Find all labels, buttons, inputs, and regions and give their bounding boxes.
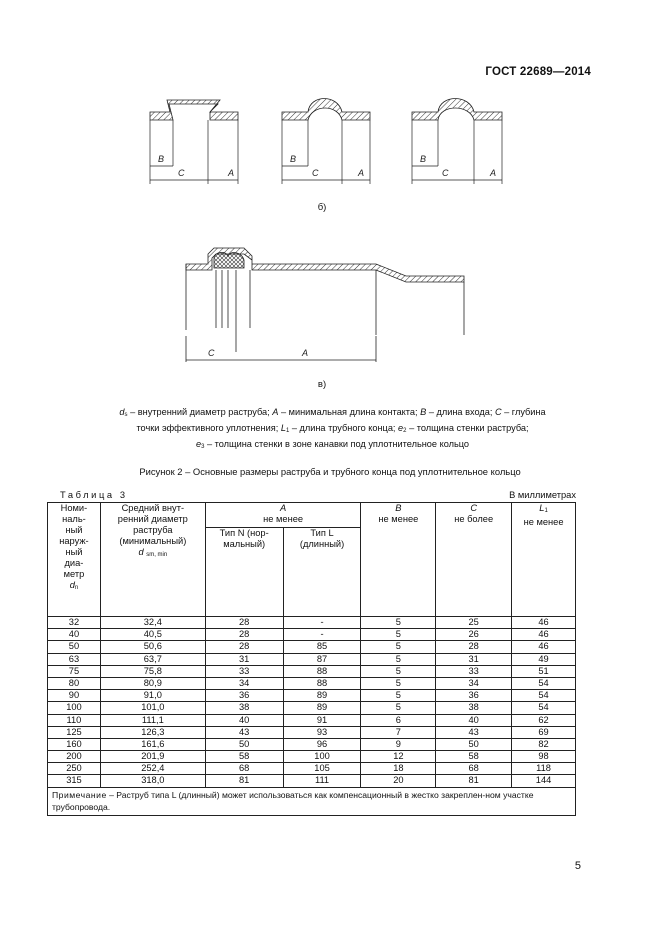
header-line: метр bbox=[63, 569, 85, 579]
table-cell: 40 bbox=[48, 629, 101, 641]
header-c bbox=[436, 503, 512, 617]
table-cell: 40,5 bbox=[100, 629, 205, 641]
table-cell: 63,7 bbox=[100, 653, 205, 665]
header-line: ный bbox=[65, 547, 83, 557]
note-text: – Раструб типа L (длинный) может использоваться как компенсационный в жестко закреплен-ном участке трубопровода. bbox=[52, 789, 534, 812]
header-subscript: n bbox=[74, 585, 79, 591]
table-cell: 100 bbox=[48, 702, 101, 714]
table-cell: 110 bbox=[48, 714, 101, 726]
table-cell: 38 bbox=[436, 702, 512, 714]
header-line: диа- bbox=[64, 558, 84, 568]
table-cell: 46 bbox=[512, 641, 576, 653]
legend-subscript: 2 bbox=[403, 428, 407, 434]
table-cell: 43 bbox=[205, 726, 283, 738]
table-cell: 58 bbox=[436, 751, 512, 763]
table-cell: 28 bbox=[205, 641, 283, 653]
dim-label-a: A bbox=[302, 348, 309, 358]
data-table bbox=[47, 502, 576, 816]
table-row bbox=[48, 714, 576, 726]
table-cell: 85 bbox=[283, 641, 361, 653]
table-row bbox=[48, 629, 576, 641]
table-cell: 43 bbox=[436, 726, 512, 738]
header-subscript: 1 bbox=[544, 508, 548, 514]
table-note bbox=[48, 787, 576, 815]
header-subscript: sm, min bbox=[146, 552, 168, 558]
table-row bbox=[48, 617, 576, 629]
legend-symbol-a: A bbox=[272, 407, 279, 417]
header-symbol: L bbox=[539, 503, 545, 513]
table-units: В миллиметрах bbox=[509, 490, 576, 500]
table-row bbox=[48, 775, 576, 787]
header-b bbox=[361, 503, 436, 617]
legend-symbol-b: B bbox=[420, 407, 427, 417]
table-cell: 68 bbox=[205, 763, 283, 775]
table-cell: 93 bbox=[283, 726, 361, 738]
dim-label-b: B bbox=[420, 154, 427, 164]
table-cell: 5 bbox=[361, 617, 436, 629]
table-cell: 5 bbox=[361, 702, 436, 714]
header-symbol: B bbox=[395, 503, 402, 513]
table-row bbox=[48, 763, 576, 775]
legend-text: – минимальная длина контакта; bbox=[278, 407, 421, 417]
table-cell: 31 bbox=[436, 653, 512, 665]
legend-text: – толщина стенки раструба; bbox=[406, 423, 529, 433]
header-line: Средний внут- bbox=[121, 503, 185, 513]
note-label: Примечание bbox=[52, 789, 107, 800]
table-cell: 25 bbox=[436, 617, 512, 629]
table-cell: 101,0 bbox=[100, 702, 205, 714]
legend-text: – толщина стенки в зоне канавки под уплотнительное кольцо bbox=[204, 439, 470, 449]
table-cell: 36 bbox=[436, 690, 512, 702]
header-symbol: C bbox=[470, 503, 478, 513]
table-cell: 6 bbox=[361, 714, 436, 726]
table-cell: 5 bbox=[361, 653, 436, 665]
table-cell: 36 bbox=[205, 690, 283, 702]
table-row bbox=[48, 738, 576, 750]
header-symbol: A bbox=[280, 503, 287, 513]
header-a-type-n bbox=[205, 528, 283, 617]
table-cell: 88 bbox=[283, 677, 361, 689]
table-row bbox=[48, 653, 576, 665]
table-cell: - bbox=[283, 617, 361, 629]
figure-label-b: б) bbox=[317, 202, 327, 213]
table-cell: 81 bbox=[205, 775, 283, 787]
header-l1 bbox=[512, 503, 576, 617]
table-cell: 33 bbox=[436, 665, 512, 677]
table-cell: 50,6 bbox=[100, 641, 205, 653]
header-line: не менее bbox=[378, 514, 419, 524]
table-cell: 40 bbox=[436, 714, 512, 726]
table-cell: 54 bbox=[512, 690, 576, 702]
table-cell: 18 bbox=[361, 763, 436, 775]
table-cell: 81 bbox=[436, 775, 512, 787]
table-cell: 38 bbox=[205, 702, 283, 714]
table-cell: 20 bbox=[361, 775, 436, 787]
header-line: не менее bbox=[523, 517, 564, 527]
dim-label-c: C bbox=[178, 168, 185, 178]
legend-subscript: 3 bbox=[201, 444, 205, 450]
header-line: мальный) bbox=[223, 539, 266, 549]
table-cell: 5 bbox=[361, 629, 436, 641]
header-line: наруж- bbox=[59, 536, 89, 546]
table-cell: 12 bbox=[361, 751, 436, 763]
table-row bbox=[48, 702, 576, 714]
table-cell: 200 bbox=[48, 751, 101, 763]
table-cell: 31 bbox=[205, 653, 283, 665]
table-cell: 58 bbox=[205, 751, 283, 763]
table-cell: 5 bbox=[361, 677, 436, 689]
table-cell: 91,0 bbox=[100, 690, 205, 702]
table-cell: 5 bbox=[361, 665, 436, 677]
table-cell: 68 bbox=[436, 763, 512, 775]
table-cell: 26 bbox=[436, 629, 512, 641]
header-symbol: d bbox=[138, 547, 144, 557]
dim-label-a: A bbox=[490, 168, 497, 178]
table-cell: 40 bbox=[205, 714, 283, 726]
table-cell: 46 bbox=[512, 629, 576, 641]
table-cell: 126,3 bbox=[100, 726, 205, 738]
legend-symbol-c: C bbox=[494, 407, 502, 417]
header-line: ный bbox=[65, 525, 83, 535]
table-cell: 88 bbox=[283, 665, 361, 677]
table-row bbox=[48, 690, 576, 702]
table-cell: 5 bbox=[361, 690, 436, 702]
table-cell: 54 bbox=[512, 702, 576, 714]
header-line: не менее bbox=[263, 514, 304, 524]
table-cell: 96 bbox=[283, 738, 361, 750]
table-cell: 51 bbox=[512, 665, 576, 677]
table-cell: 87 bbox=[283, 653, 361, 665]
table-cell: 111 bbox=[283, 775, 361, 787]
header-line: Тип L bbox=[310, 528, 334, 538]
table-title: Таблица 3 bbox=[60, 490, 128, 500]
table-cell: 34 bbox=[205, 677, 283, 689]
table-cell: 75 bbox=[48, 665, 101, 677]
table-cell: 90 bbox=[48, 690, 101, 702]
table-cell: 201,9 bbox=[100, 751, 205, 763]
table-cell: 32 bbox=[48, 617, 101, 629]
table-cell: 250 bbox=[48, 763, 101, 775]
header-line: (минимальный) bbox=[119, 536, 187, 546]
table-cell: 252,4 bbox=[100, 763, 205, 775]
table-row bbox=[48, 726, 576, 738]
table-cell: 54 bbox=[512, 677, 576, 689]
header-line: (длинный) bbox=[299, 539, 345, 549]
table-cell: 75,8 bbox=[100, 665, 205, 677]
table-row bbox=[48, 677, 576, 689]
header-socket-diameter bbox=[100, 503, 205, 617]
table-cell: 125 bbox=[48, 726, 101, 738]
legend-line-3 bbox=[50, 438, 615, 454]
header-a bbox=[205, 503, 361, 528]
table-cell: 80 bbox=[48, 677, 101, 689]
header-line: Номи- bbox=[60, 503, 88, 513]
header-line: Тип N (нор- bbox=[219, 528, 269, 538]
table-body bbox=[48, 617, 576, 788]
header-line: не более bbox=[454, 514, 494, 524]
document-code: ГОСТ 22689—2014 bbox=[485, 66, 591, 78]
header-symbol: d bbox=[69, 580, 75, 590]
header-nominal-diameter bbox=[48, 503, 101, 617]
table-cell: 7 bbox=[361, 726, 436, 738]
header-line: наль- bbox=[62, 514, 86, 524]
dim-label-c: C bbox=[442, 168, 449, 178]
table-cell: 50 bbox=[48, 641, 101, 653]
dim-label-c: C bbox=[312, 168, 319, 178]
figure-legend bbox=[50, 406, 615, 454]
table-cell: 33 bbox=[205, 665, 283, 677]
page-number: 5 bbox=[574, 860, 581, 872]
header-line: раструба bbox=[133, 525, 173, 535]
table-cell: 100 bbox=[283, 751, 361, 763]
legend-text: – длина трубного конца; bbox=[289, 423, 399, 433]
table-cell: 32,4 bbox=[100, 617, 205, 629]
legend-symbol-ds: d bbox=[119, 407, 125, 417]
table-cell: 89 bbox=[283, 690, 361, 702]
table-cell: 80,9 bbox=[100, 677, 205, 689]
legend-text: – глубина bbox=[501, 407, 546, 417]
table-cell: 63 bbox=[48, 653, 101, 665]
table-cell: 34 bbox=[436, 677, 512, 689]
legend-line-1 bbox=[50, 406, 615, 422]
table-cell: 89 bbox=[283, 702, 361, 714]
table-cell: 46 bbox=[512, 617, 576, 629]
table-row bbox=[48, 751, 576, 763]
table-cell: 98 bbox=[512, 751, 576, 763]
table-cell: 49 bbox=[512, 653, 576, 665]
table-cell: 318,0 bbox=[100, 775, 205, 787]
table-cell: 62 bbox=[512, 714, 576, 726]
table-cell: 118 bbox=[512, 763, 576, 775]
table-cell: 9 bbox=[361, 738, 436, 750]
table-cell: 28 bbox=[205, 629, 283, 641]
legend-subscript: s bbox=[124, 412, 128, 418]
legend-text: – внутренний диаметр раструба; bbox=[127, 407, 273, 417]
table-cell: 144 bbox=[512, 775, 576, 787]
table-cell: 160 bbox=[48, 738, 101, 750]
legend-text: – длина входа; bbox=[426, 407, 495, 417]
figure-caption: Рисунок 2 – Основные размеры раструба и трубного конца под уплотнительное кольцо bbox=[139, 466, 521, 477]
figure-label-v: в) bbox=[317, 379, 327, 390]
dim-label-b: B bbox=[290, 154, 297, 164]
figure-b-drawing bbox=[140, 98, 520, 190]
table-row bbox=[48, 665, 576, 677]
dim-label-b: B bbox=[158, 154, 165, 164]
table-cell: 111,1 bbox=[100, 714, 205, 726]
table-cell: 315 bbox=[48, 775, 101, 787]
table-cell: 105 bbox=[283, 763, 361, 775]
table-cell: 5 bbox=[361, 641, 436, 653]
legend-text: точки эффективного уплотнения; bbox=[136, 423, 281, 433]
header-a-type-l bbox=[283, 528, 361, 617]
figure-v-drawing bbox=[180, 240, 470, 365]
legend-symbol-e2: e bbox=[398, 423, 404, 433]
legend-symbol-l: L bbox=[280, 423, 286, 433]
dim-label-c: C bbox=[208, 348, 215, 358]
table-cell: 82 bbox=[512, 738, 576, 750]
table-cell: - bbox=[283, 629, 361, 641]
table-cell: 50 bbox=[436, 738, 512, 750]
table-cell: 50 bbox=[205, 738, 283, 750]
table-cell: 69 bbox=[512, 726, 576, 738]
dim-label-a: A bbox=[358, 168, 365, 178]
legend-subscript: 1 bbox=[285, 428, 290, 434]
table-cell: 161,6 bbox=[100, 738, 205, 750]
table-row bbox=[48, 641, 576, 653]
dim-label-a: A bbox=[228, 168, 235, 178]
header-line: ренний диаметр bbox=[117, 514, 188, 524]
table-cell: 28 bbox=[205, 617, 283, 629]
table-cell: 91 bbox=[283, 714, 361, 726]
legend-symbol-e3: e bbox=[195, 439, 202, 449]
table-cell: 28 bbox=[436, 641, 512, 653]
legend-line-2 bbox=[50, 422, 615, 438]
